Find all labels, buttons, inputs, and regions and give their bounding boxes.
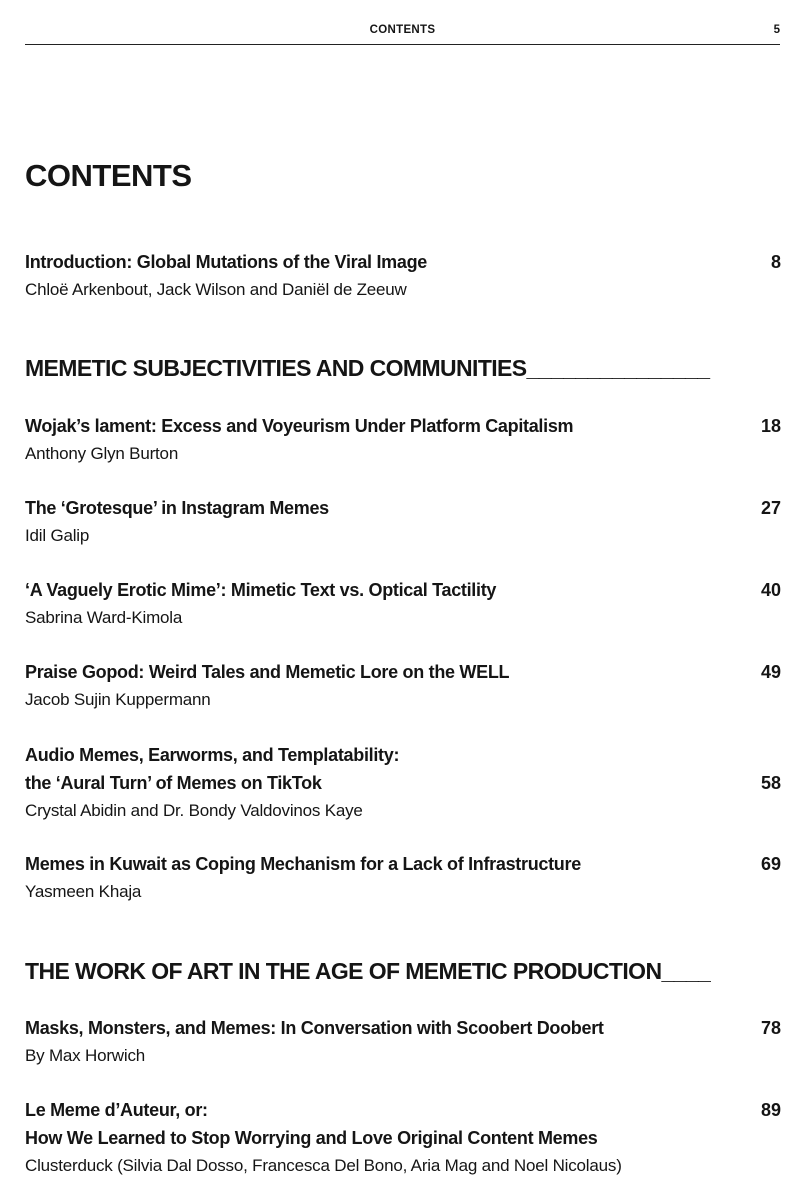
entry-author: Clusterduck (Silvia Dal Dosso, Francesca Del Bono, Aria Mag and Noel Nicolaus) — [25, 1156, 622, 1175]
entry-page-number: 58 — [760, 773, 781, 793]
page-title: CONTENTS — [25, 158, 192, 193]
entry-page-number: 78 — [760, 1018, 781, 1038]
entry-title: Masks, Monsters, and Memes: In Conversation with Scoobert Doobert — [25, 1018, 604, 1038]
entry-page-number: 8 — [770, 252, 781, 272]
running-page-number: 5 — [773, 24, 780, 36]
entry-author: Crystal Abidin and Dr. Bondy Valdovinos Kaye — [25, 801, 363, 820]
entry-title: Praise Gopod: Weird Tales and Memetic Lore on the WELL — [25, 662, 510, 682]
toc-entry[interactable] — [25, 494, 781, 550]
entry-author: Anthony Glyn Burton — [25, 444, 179, 463]
entry-author: Idil Galip — [25, 526, 90, 545]
entry-title-line-1: Le Meme d’Auteur, or: — [25, 1100, 208, 1120]
entry-author: By Max Horwich — [25, 1046, 146, 1065]
entry-author: Jacob Sujin Kuppermann — [25, 690, 211, 709]
entry-title: Introduction: Global Mutations of the Viral Image — [25, 252, 427, 272]
entry-page-number: 18 — [760, 416, 781, 436]
section-heading-memetic-subjectivities: MEMETIC SUBJECTIVITIES AND COMMUNITIES_______________ — [25, 355, 710, 381]
entry-page-number: 69 — [760, 854, 781, 874]
entry-title-line-2: How We Learned to Stop Worrying and Love Original Content Memes — [25, 1128, 598, 1148]
running-header — [25, 22, 780, 45]
running-title: CONTENTS — [369, 24, 436, 36]
entry-title: Wojak’s lament: Excess and Voyeurism Under Platform Capitalism — [25, 416, 574, 436]
toc-entry[interactable] — [25, 1096, 781, 1180]
toc-entry-introduction[interactable] — [25, 248, 781, 304]
toc-entry[interactable] — [25, 741, 781, 825]
entry-page-number: 40 — [760, 580, 781, 600]
toc-entry[interactable] — [25, 1014, 781, 1070]
entry-author: Yasmeen Khaja — [25, 882, 142, 901]
toc-entry[interactable] — [25, 658, 781, 714]
section-heading-work-of-art: THE WORK OF ART IN THE AGE OF MEMETIC PRODUCTION____ — [25, 958, 711, 984]
toc-entry[interactable] — [25, 850, 781, 906]
entry-page-number: 27 — [760, 498, 781, 518]
entry-title-line-2: the ‘Aural Turn’ of Memes on TikTok — [25, 773, 322, 793]
entry-title: The ‘Grotesque’ in Instagram Memes — [25, 498, 329, 518]
entry-page-number: 49 — [760, 662, 781, 682]
entry-author: Chloë Arkenbout, Jack Wilson and Daniël de Zeeuw — [25, 280, 407, 299]
entry-title: Memes in Kuwait as Coping Mechanism for a Lack of Infrastructure — [25, 854, 581, 874]
entry-page-number: 89 — [760, 1100, 781, 1120]
toc-entry[interactable] — [25, 412, 781, 468]
entry-title: ‘A Vaguely Erotic Mime’: Mimetic Text vs. Optical Tactility — [25, 580, 497, 600]
entry-title-line-1: Audio Memes, Earworms, and Templatability: — [25, 745, 400, 765]
entry-author: Sabrina Ward-Kimola — [25, 608, 183, 627]
toc-entry[interactable] — [25, 576, 781, 632]
